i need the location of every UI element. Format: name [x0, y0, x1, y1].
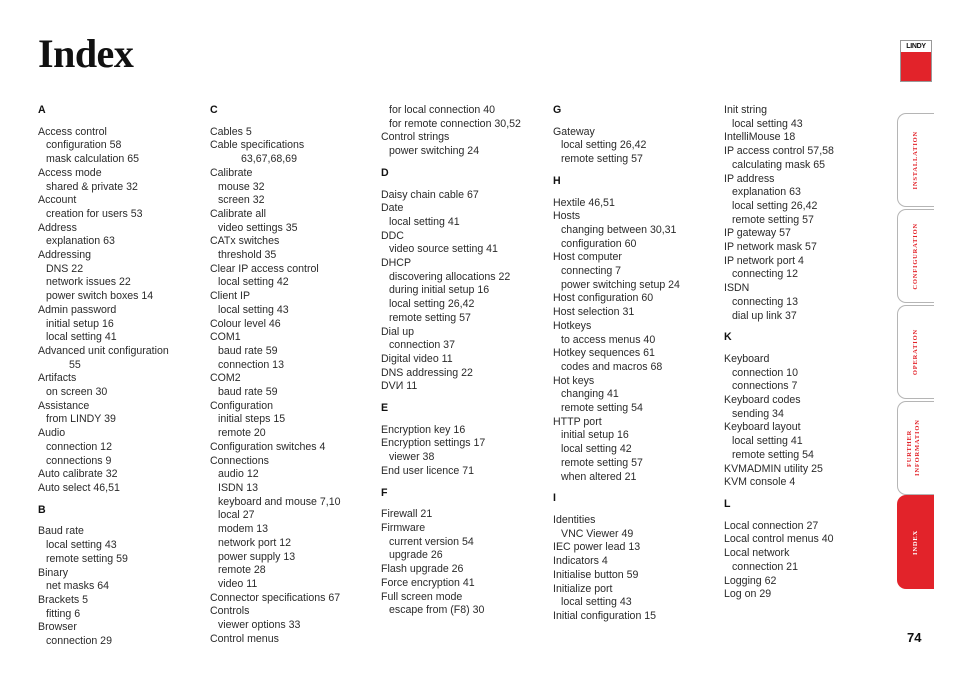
index-subentry: from LINDY 39	[46, 413, 116, 426]
index-subentry: remote 28	[218, 564, 266, 577]
index-entry: KVM console 4	[724, 476, 796, 489]
index-entry: Brackets 5	[38, 593, 89, 606]
index-subentry: local setting 43	[46, 539, 117, 552]
index-entry: Identities	[553, 513, 596, 526]
index-subentry: power switching setup 24	[561, 278, 680, 291]
index-entry: Cables 5	[210, 125, 252, 138]
index-entry: HTTP port	[553, 415, 602, 428]
tab-label: INSTALLATION	[912, 130, 919, 190]
index-entry: IP network mask 57	[724, 241, 817, 254]
index-subentry: connections 7	[732, 380, 798, 393]
index-entry: Advanced unit configuration	[38, 344, 169, 357]
index-entry: Browser	[38, 621, 77, 634]
index-subentry: local setting 26,42	[732, 199, 818, 212]
index-entry: Log on 29	[724, 588, 772, 601]
tab-label: CONFIGURATION	[912, 222, 919, 290]
index-subentry: local setting 26,42	[561, 139, 647, 152]
index-entry: Baud rate	[38, 525, 84, 538]
index-column-5	[724, 104, 889, 602]
tab-installation[interactable]	[897, 113, 934, 207]
index-subentry: upgrade 26	[389, 549, 443, 562]
index-subentry: keyboard and mouse 7,10	[218, 495, 341, 508]
index-entry: Dial up	[381, 325, 414, 338]
index-group	[381, 167, 546, 394]
index-entry: Binary	[38, 566, 69, 579]
tab-index[interactable]	[897, 495, 934, 589]
index-entry: Cable specifications	[210, 139, 305, 152]
index-entry: Encryption settings 17	[381, 437, 486, 450]
index-entry: DNS addressing 22	[381, 366, 473, 379]
index-entry: Calibrate all	[210, 207, 266, 220]
index-subentry: local setting 41	[46, 331, 117, 344]
index-subentry: fitting 6	[46, 607, 81, 620]
index-subentry: connection 13	[218, 358, 284, 371]
index-entry: IP address	[724, 172, 775, 185]
index-entry: Controls	[210, 605, 250, 618]
index-entry: Admin password	[38, 303, 117, 316]
logo-red-block	[900, 52, 932, 82]
index-letter-heading: D	[381, 166, 389, 179]
index-entry: Date	[381, 202, 404, 215]
index-entry: Configuration switches 4	[210, 440, 326, 453]
index-subentry: ISDN 13	[218, 481, 259, 494]
index-entry: IP network port 4	[724, 254, 804, 267]
tab-label: FURTHER INFORMATION	[906, 419, 921, 477]
index-subentry: for local connection 40	[389, 104, 496, 116]
index-entry: IEC power lead 13	[553, 541, 641, 554]
index-entry: Keyboard codes	[724, 394, 801, 407]
index-subentry: sending 34	[732, 407, 784, 420]
index-entry: Force encryption 41	[381, 576, 475, 589]
index-entry: Init string	[724, 104, 767, 116]
index-subentry: remote 20	[218, 427, 266, 440]
index-subentry: connection 10	[732, 366, 798, 379]
index-subentry: explanation 63	[732, 186, 801, 199]
index-subentry: codes and macros 68	[561, 360, 663, 373]
page-number: 74	[907, 630, 922, 645]
index-entry: Access mode	[38, 166, 102, 179]
index-subentry: local setting 41	[389, 215, 460, 228]
index-column-4	[553, 104, 718, 624]
index-subentry: remote setting 57	[561, 456, 643, 469]
index-letter-heading: H	[553, 174, 561, 187]
page-title: Index	[38, 31, 134, 76]
index-subentry: mouse 32	[218, 180, 265, 193]
index-entry: Local network	[724, 547, 790, 560]
index-entry: Addressing	[38, 249, 91, 262]
index-subentry: discovering allocations 22	[389, 270, 511, 283]
tab-label: INDEX	[912, 529, 919, 555]
index-entry: Hotkeys	[553, 319, 592, 332]
logo-text: LINDY	[900, 40, 932, 52]
tab-label: OPERATION	[912, 328, 919, 376]
index-subentry: calculating mask 65	[732, 158, 826, 171]
index-subentry: initial steps 15	[218, 413, 286, 426]
index-entry: Encryption key 16	[381, 423, 466, 436]
index-subentry: local setting 41	[732, 435, 803, 448]
index-subentry: connection 29	[46, 635, 112, 648]
index-letter-heading: I	[553, 492, 556, 505]
index-subentry: local 27	[218, 509, 255, 522]
index-entry: Gateway	[553, 125, 595, 138]
index-subentry: connecting 12	[732, 268, 798, 281]
index-continuation: 55	[69, 358, 81, 371]
index-entry: Control strings	[381, 131, 450, 144]
index-subentry: when altered 21	[561, 470, 637, 483]
index-subentry: local setting 43	[732, 117, 803, 130]
index-subentry: video settings 35	[218, 221, 298, 234]
index-entry: COM1	[210, 331, 241, 344]
index-subentry: dial up link 37	[732, 309, 797, 322]
index-subentry: viewer options 33	[218, 619, 301, 632]
index-entry: Audio	[38, 427, 66, 440]
index-subentry: on screen 30	[46, 386, 108, 399]
index-letter-heading: K	[724, 331, 732, 344]
index-entry: Control menus	[210, 632, 279, 645]
index-subentry: local setting 26,42	[389, 298, 475, 311]
index-subentry: escape from (F8) 30	[389, 604, 485, 617]
index-subentry: connecting 7	[561, 265, 622, 278]
index-entry: Host selection 31	[553, 306, 635, 319]
index-entry: Indicators 4	[553, 555, 608, 568]
index-entry: Hotkey sequences 61	[553, 347, 655, 360]
index-entry: Initialize port	[553, 582, 613, 595]
index-group	[724, 498, 889, 602]
index-entry: Colour level 46	[210, 317, 281, 330]
index-entry: IP access control 57,58	[724, 145, 834, 158]
index-subentry: shared & private 32	[46, 180, 138, 193]
index-subentry: changing between 30,31	[561, 223, 677, 236]
index-subentry: for remote connection 30,52	[389, 117, 521, 130]
index-entry: Artifacts	[38, 372, 77, 385]
index-entry: KVMADMIN utility 25	[724, 462, 823, 475]
index-entry: DVИ 11	[381, 380, 418, 393]
index-subentry: remote setting 54	[561, 402, 643, 415]
index-entry: Initial configuration 15	[553, 609, 657, 622]
index-subentry: VNC Viewer 49	[561, 527, 634, 540]
index-subentry: connection 12	[46, 440, 112, 453]
index-entry: Hextile 46,51	[553, 196, 615, 209]
index-subentry: remote setting 57	[561, 153, 643, 166]
index-group	[553, 104, 718, 167]
index-subentry: screen 32	[218, 194, 265, 207]
index-subentry: modem 13	[218, 523, 269, 536]
index-subentry: remote setting 54	[732, 448, 814, 461]
index-subentry: power supply 13	[218, 550, 296, 563]
index-subentry: baud rate 59	[218, 344, 278, 357]
tab-further-information[interactable]	[897, 401, 934, 495]
index-entry: Access control	[38, 125, 107, 138]
index-entry: Assistance	[38, 399, 90, 412]
index-entry: Logging 62	[724, 574, 777, 587]
index-subentry: baud rate 59	[218, 386, 278, 399]
index-entry: Address	[38, 221, 77, 234]
index-subentry: to access menus 40	[561, 333, 656, 346]
index-subentry: creation for users 53	[46, 207, 143, 220]
index-subentry: initial setup 16	[46, 317, 114, 330]
index-entry: Keyboard layout	[724, 421, 801, 434]
index-entry: ISDN	[724, 282, 750, 295]
index-entry: Firewall 21	[381, 508, 433, 521]
index-entry: DHCP	[381, 257, 412, 270]
index-group	[553, 492, 718, 623]
index-column-3	[381, 104, 546, 618]
index-entry: IP gateway 57	[724, 227, 791, 240]
index-entry: COM2	[210, 372, 241, 385]
index-subentry: threshold 35	[218, 249, 277, 262]
index-group	[381, 104, 546, 159]
index-group	[38, 504, 203, 649]
index-entry: Configuration	[210, 399, 274, 412]
index-subentry: connection 37	[389, 339, 455, 352]
index-subentry: local setting 42	[561, 443, 632, 456]
index-entry: Keyboard	[724, 352, 770, 365]
index-entry: End user licence 71	[381, 464, 475, 477]
index-entry: Local control menus 40	[724, 533, 834, 546]
index-entry: Daisy chain cable 67	[381, 188, 479, 201]
index-entry: Connections	[210, 454, 269, 467]
index-subentry: video source setting 41	[389, 243, 498, 256]
index-letter-heading: G	[553, 104, 562, 116]
index-group	[381, 402, 546, 479]
index-subentry: connections 9	[46, 454, 112, 467]
index-continuation: 63,67,68,69	[241, 153, 297, 166]
index-subentry: local setting 42	[218, 276, 289, 289]
index-entry: IntelliMouse 18	[724, 131, 796, 144]
index-letter-heading: A	[38, 104, 46, 116]
index-entry: Clear IP access control	[210, 262, 319, 275]
index-subentry: changing 41	[561, 388, 619, 401]
index-entry: Full screen mode	[381, 590, 463, 603]
index-entry: Host configuration 60	[553, 292, 654, 305]
tab-configuration[interactable]	[897, 209, 934, 303]
index-subentry: viewer 38	[389, 451, 435, 464]
index-letter-heading: F	[381, 486, 388, 499]
index-entry: DDC	[381, 229, 404, 242]
index-subentry: DNS 22	[46, 262, 84, 275]
index-group	[553, 175, 718, 484]
index-subentry: power switching 24	[389, 145, 480, 158]
index-entry: Auto calibrate 32	[38, 468, 118, 481]
index-subentry: current version 54	[389, 535, 474, 548]
index-subentry: audio 12	[218, 468, 259, 481]
index-entry: Account	[38, 194, 77, 207]
index-entry: Initialise button 59	[553, 568, 639, 581]
index-letter-heading: B	[38, 503, 46, 516]
index-subentry: net masks 64	[46, 580, 110, 593]
index-subentry: video 11	[218, 577, 258, 590]
lindy-logo	[900, 40, 932, 81]
index-column-2	[210, 104, 375, 646]
index-subentry: explanation 63	[46, 235, 115, 248]
index-group	[381, 487, 546, 618]
index-subentry: initial setup 16	[561, 429, 629, 442]
index-entry: Host computer	[553, 251, 622, 264]
index-group	[724, 331, 889, 490]
index-subentry: network port 12	[218, 536, 292, 549]
index-letter-heading: C	[210, 104, 218, 116]
index-entry: Calibrate	[210, 166, 253, 179]
index-subentry: configuration 58	[46, 139, 122, 152]
index-entry: Firmware	[381, 521, 426, 534]
index-group	[210, 104, 375, 646]
index-entry: Digital video 11	[381, 352, 453, 365]
index-subentry: local setting 43	[218, 303, 289, 316]
index-entry: Client IP	[210, 290, 251, 303]
index-subentry: remote setting 57	[732, 213, 814, 226]
tab-operation[interactable]	[897, 305, 934, 399]
index-entry: Local connection 27	[724, 519, 819, 532]
index-subentry: during initial setup 16	[389, 284, 490, 297]
index-entry: Hot keys	[553, 374, 595, 387]
index-letter-heading: E	[381, 402, 389, 415]
index-group	[724, 104, 889, 323]
index-entry: Connector specifications 67	[210, 591, 341, 604]
index-entry: Auto select 46,51	[38, 481, 120, 494]
index-subentry: configuration 60	[561, 237, 637, 250]
index-subentry: connection 21	[732, 560, 798, 573]
index-subentry: network issues 22	[46, 276, 131, 289]
index-letter-heading: L	[724, 497, 731, 510]
index-subentry: remote setting 57	[389, 311, 471, 324]
index-entry: CATx switches	[210, 235, 280, 248]
index-subentry: local setting 43	[561, 596, 632, 609]
index-group	[38, 104, 203, 496]
index-subentry: power switch boxes 14	[46, 290, 154, 303]
index-entry: Flash upgrade 26	[381, 563, 464, 576]
index-column-1	[38, 104, 203, 649]
index-subentry: mask calculation 65	[46, 153, 140, 166]
index-entry: Hosts	[553, 210, 581, 223]
index-subentry: connecting 13	[732, 295, 798, 308]
index-subentry: remote setting 59	[46, 552, 128, 565]
